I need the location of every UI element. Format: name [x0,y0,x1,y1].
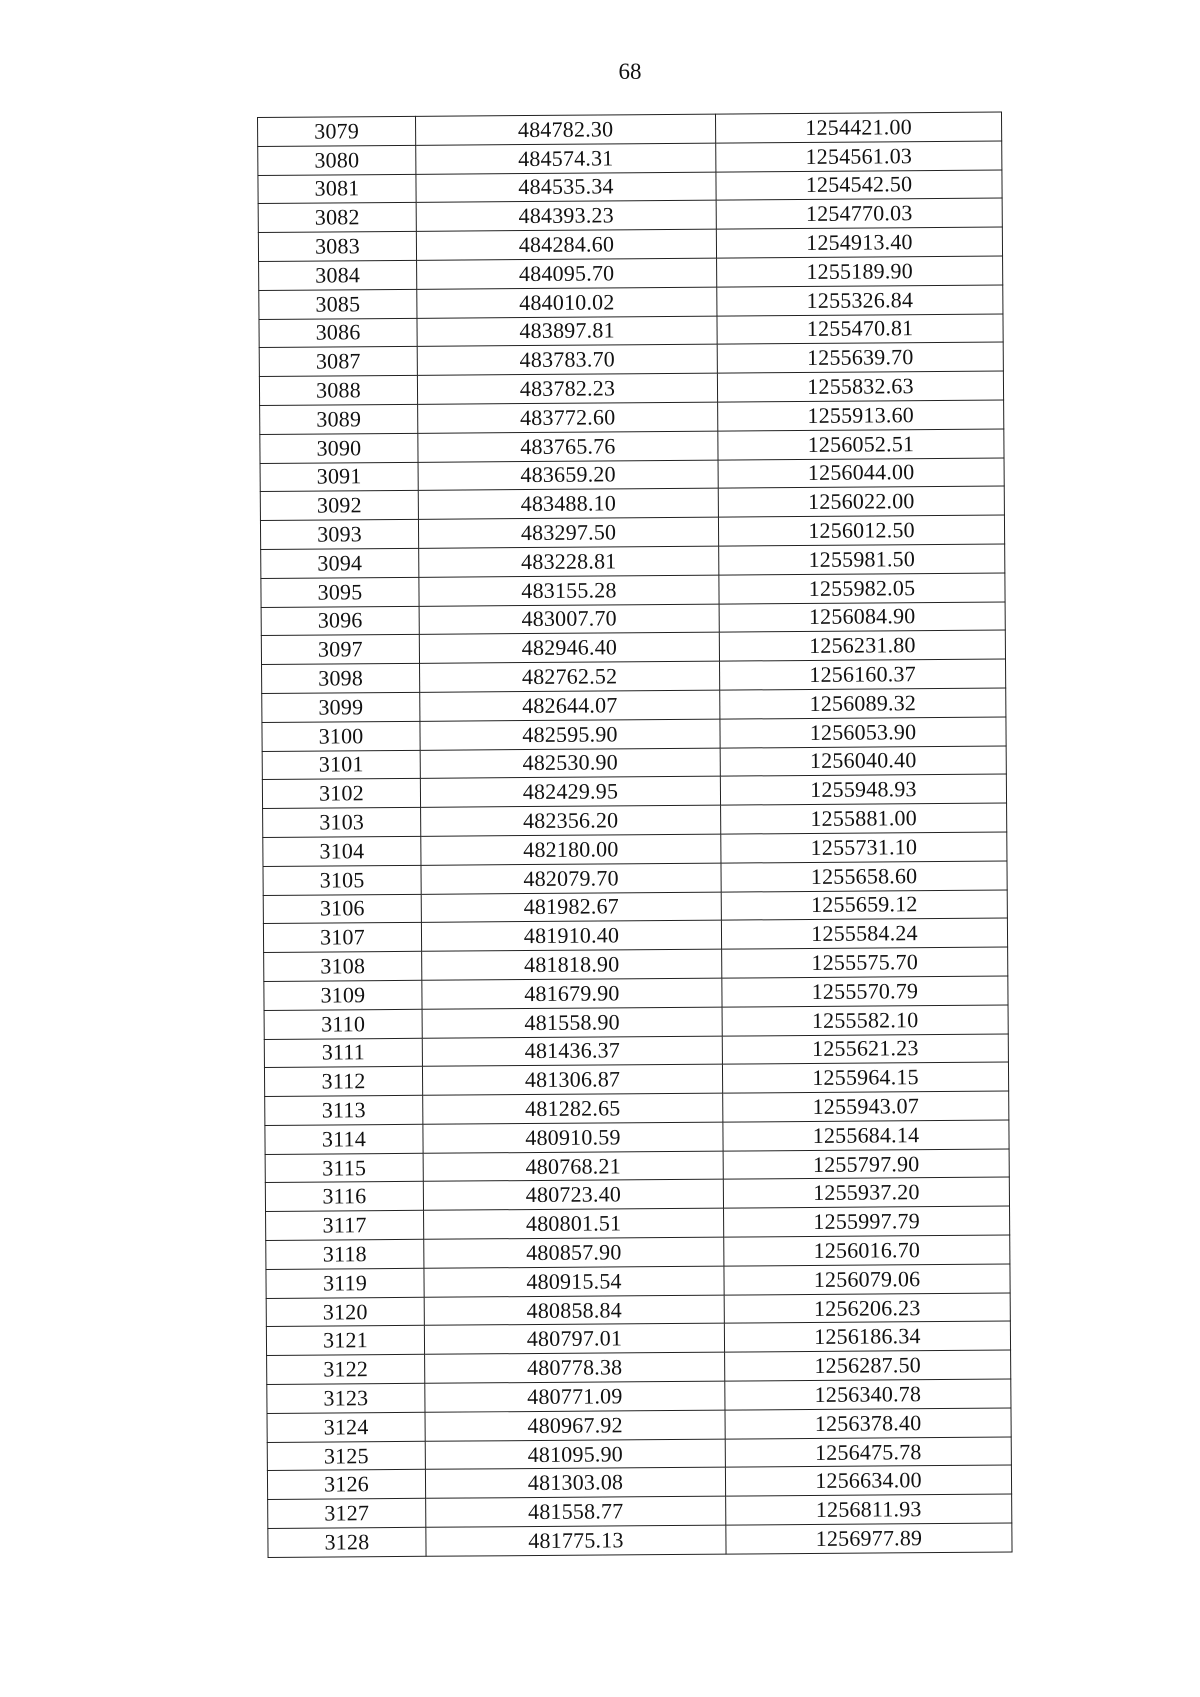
y-coordinate-cell: 1255881.00 [721,803,1007,834]
x-coordinate-cell: 480857.90 [424,1237,724,1268]
point-number-cell: 3081 [258,174,416,204]
x-coordinate-cell: 482946.40 [419,632,719,663]
point-number-cell: 3084 [259,260,417,290]
point-number-cell: 3097 [261,635,419,665]
y-coordinate-cell: 1255964.15 [722,1062,1008,1093]
y-coordinate-cell: 1256012.50 [718,515,1004,546]
x-coordinate-cell: 481910.40 [421,920,721,951]
y-coordinate-cell: 1255981.50 [719,544,1005,575]
x-coordinate-cell: 480778.38 [425,1352,725,1383]
point-number-cell: 3106 [263,894,421,924]
y-coordinate-cell: 1256022.00 [718,486,1004,517]
y-coordinate-cell: 1256089.32 [720,688,1006,719]
y-coordinate-cell: 1254913.40 [716,227,1002,258]
y-coordinate-cell: 1256052.51 [718,429,1004,460]
y-coordinate-cell: 1255684.14 [723,1120,1009,1151]
x-coordinate-cell: 483488.10 [418,488,718,519]
x-coordinate-cell: 483765.76 [418,431,718,462]
x-coordinate-cell: 482644.07 [420,690,720,721]
point-number-cell: 3107 [263,923,421,953]
y-coordinate-cell: 1255658.60 [721,861,1007,892]
point-number-cell: 3098 [262,663,420,693]
point-number-cell: 3121 [266,1326,424,1356]
point-number-cell: 3123 [267,1383,425,1413]
point-number-cell: 3126 [267,1470,425,1500]
point-number-cell: 3125 [267,1441,425,1471]
point-number-cell: 3128 [268,1527,426,1557]
point-number-cell: 3108 [264,951,422,981]
y-coordinate-cell: 1255189.90 [717,256,1003,287]
x-coordinate-cell: 482762.52 [420,661,720,692]
point-number-cell: 3100 [262,721,420,751]
x-coordinate-cell: 482429.95 [420,776,720,807]
point-number-cell: 3099 [262,692,420,722]
y-coordinate-cell: 1256475.78 [725,1437,1011,1468]
y-coordinate-cell: 1255621.23 [722,1034,1008,1065]
x-coordinate-cell: 484393.23 [416,201,716,232]
x-coordinate-cell: 481282.65 [423,1093,723,1124]
x-coordinate-cell: 482530.90 [420,748,720,779]
y-coordinate-cell: 1256079.06 [724,1264,1010,1295]
point-number-cell: 3105 [263,865,421,895]
page-number: 68 [618,59,642,84]
point-number-cell: 3102 [262,779,420,809]
point-number-cell: 3095 [261,577,419,607]
point-number-cell: 3085 [259,289,417,319]
point-number-cell: 3104 [263,836,421,866]
y-coordinate-cell: 1256206.23 [724,1293,1010,1324]
y-coordinate-cell: 1254561.03 [716,141,1002,172]
x-coordinate-cell: 483228.81 [419,546,719,577]
point-number-cell: 3090 [260,433,418,463]
y-coordinate-cell: 1255731.10 [721,832,1007,863]
x-coordinate-cell: 481306.87 [422,1064,722,1095]
x-coordinate-cell: 481775.13 [426,1525,726,1556]
x-coordinate-cell: 483007.70 [419,604,719,635]
point-number-cell: 3087 [259,347,417,377]
point-number-cell: 3116 [265,1182,423,1212]
y-coordinate-cell: 1254421.00 [715,112,1001,143]
table-row [268,1523,1012,1557]
coordinates-table [257,112,1013,1558]
y-coordinate-cell: 1256044.00 [718,458,1004,489]
y-coordinate-cell: 1255659.12 [721,890,1007,921]
y-coordinate-cell: 1254770.03 [716,198,1002,229]
x-coordinate-cell: 480768.21 [423,1151,723,1182]
x-coordinate-cell: 481558.77 [426,1496,726,1527]
x-coordinate-cell: 480858.84 [424,1295,724,1326]
point-number-cell: 3089 [260,404,418,434]
y-coordinate-cell: 1256340.78 [725,1379,1011,1410]
y-coordinate-cell: 1256977.89 [726,1523,1012,1554]
y-coordinate-cell: 1255982.05 [719,573,1005,604]
x-coordinate-cell: 481303.08 [425,1468,725,1499]
point-number-cell: 3109 [264,980,422,1010]
point-number-cell: 3111 [264,1038,422,1068]
point-number-cell: 3086 [259,318,417,348]
x-coordinate-cell: 480967.92 [425,1410,725,1441]
y-coordinate-cell: 1256016.70 [724,1235,1010,1266]
x-coordinate-cell: 484284.60 [416,229,716,260]
point-number-cell: 3088 [259,376,417,406]
y-coordinate-cell: 1255639.70 [717,342,1003,373]
x-coordinate-cell: 483772.60 [418,402,718,433]
point-number-cell: 3080 [258,145,416,175]
point-number-cell: 3118 [266,1239,424,1269]
point-number-cell: 3093 [260,519,418,549]
point-number-cell: 3092 [260,491,418,521]
y-coordinate-cell: 1255570.79 [722,976,1008,1007]
point-number-cell: 3091 [260,462,418,492]
x-coordinate-cell: 481436.37 [422,1036,722,1067]
y-coordinate-cell: 1256186.34 [724,1321,1010,1352]
x-coordinate-cell: 480797.01 [424,1324,724,1355]
y-coordinate-cell: 1256160.37 [720,659,1006,690]
point-number-cell: 3096 [261,606,419,636]
y-coordinate-cell: 1255937.20 [723,1177,1009,1208]
y-coordinate-cell: 1255470.81 [717,314,1003,345]
y-coordinate-cell: 1255997.79 [724,1206,1010,1237]
x-coordinate-cell: 481679.90 [422,978,722,1009]
x-coordinate-cell: 483897.81 [417,316,717,347]
x-coordinate-cell: 480915.54 [424,1266,724,1297]
x-coordinate-cell: 482356.20 [421,805,721,836]
point-number-cell: 3103 [263,807,421,837]
point-number-cell: 3082 [258,203,416,233]
x-coordinate-cell: 484010.02 [417,287,717,318]
x-coordinate-cell: 481095.90 [425,1439,725,1470]
point-number-cell: 3112 [264,1067,422,1097]
point-number-cell: 3079 [258,116,416,146]
y-coordinate-cell: 1255326.84 [717,285,1003,316]
x-coordinate-cell: 481558.90 [422,1007,722,1038]
point-number-cell: 3115 [265,1153,423,1183]
x-coordinate-cell: 482079.70 [421,863,721,894]
point-number-cell: 3113 [265,1095,423,1125]
x-coordinate-cell: 484782.30 [415,114,715,145]
x-coordinate-cell: 483155.28 [419,575,719,606]
point-number-cell: 3124 [267,1412,425,1442]
x-coordinate-cell: 483659.20 [418,460,718,491]
point-number-cell: 3119 [266,1268,424,1298]
x-coordinate-cell: 480723.40 [423,1180,723,1211]
x-coordinate-cell: 483783.70 [417,345,717,376]
y-coordinate-cell: 1256378.40 [725,1408,1011,1439]
point-number-cell: 3094 [261,548,419,578]
y-coordinate-cell: 1255797.90 [723,1149,1009,1180]
x-coordinate-cell: 481818.90 [422,949,722,980]
table-body [258,112,1013,1557]
x-coordinate-cell: 482180.00 [421,834,721,865]
x-coordinate-cell: 484095.70 [417,258,717,289]
y-coordinate-cell: 1256231.80 [719,630,1005,661]
x-coordinate-cell: 484574.31 [416,143,716,174]
y-coordinate-cell: 1255582.10 [722,1005,1008,1036]
y-coordinate-cell: 1255832.63 [717,371,1003,402]
point-number-cell: 3122 [267,1355,425,1385]
point-number-cell: 3117 [266,1211,424,1241]
y-coordinate-cell: 1255575.70 [722,947,1008,978]
x-coordinate-cell: 482595.90 [420,719,720,750]
point-number-cell: 3110 [264,1009,422,1039]
x-coordinate-cell: 484535.34 [416,172,716,203]
point-number-cell: 3083 [258,232,416,262]
x-coordinate-cell: 480801.51 [424,1208,724,1239]
y-coordinate-cell: 1255584.24 [721,918,1007,949]
y-coordinate-cell: 1256053.90 [720,717,1006,748]
x-coordinate-cell: 480910.59 [423,1122,723,1153]
y-coordinate-cell: 1256287.50 [725,1350,1011,1381]
point-number-cell: 3120 [266,1297,424,1327]
point-number-cell: 3101 [262,750,420,780]
x-coordinate-cell: 483782.23 [417,373,717,404]
y-coordinate-cell: 1256084.90 [719,602,1005,633]
y-coordinate-cell: 1256811.93 [726,1494,1012,1525]
y-coordinate-cell: 1255913.60 [718,400,1004,431]
x-coordinate-cell: 480771.09 [425,1381,725,1412]
point-number-cell: 3114 [265,1124,423,1154]
y-coordinate-cell: 1255948.93 [720,774,1006,805]
x-coordinate-cell: 481982.67 [421,892,721,923]
y-coordinate-cell: 1256634.00 [725,1465,1011,1496]
x-coordinate-cell: 483297.50 [418,517,718,548]
point-number-cell: 3127 [268,1499,426,1529]
y-coordinate-cell: 1256040.40 [720,746,1006,777]
y-coordinate-cell: 1255943.07 [723,1091,1009,1122]
y-coordinate-cell: 1254542.50 [716,170,1002,201]
